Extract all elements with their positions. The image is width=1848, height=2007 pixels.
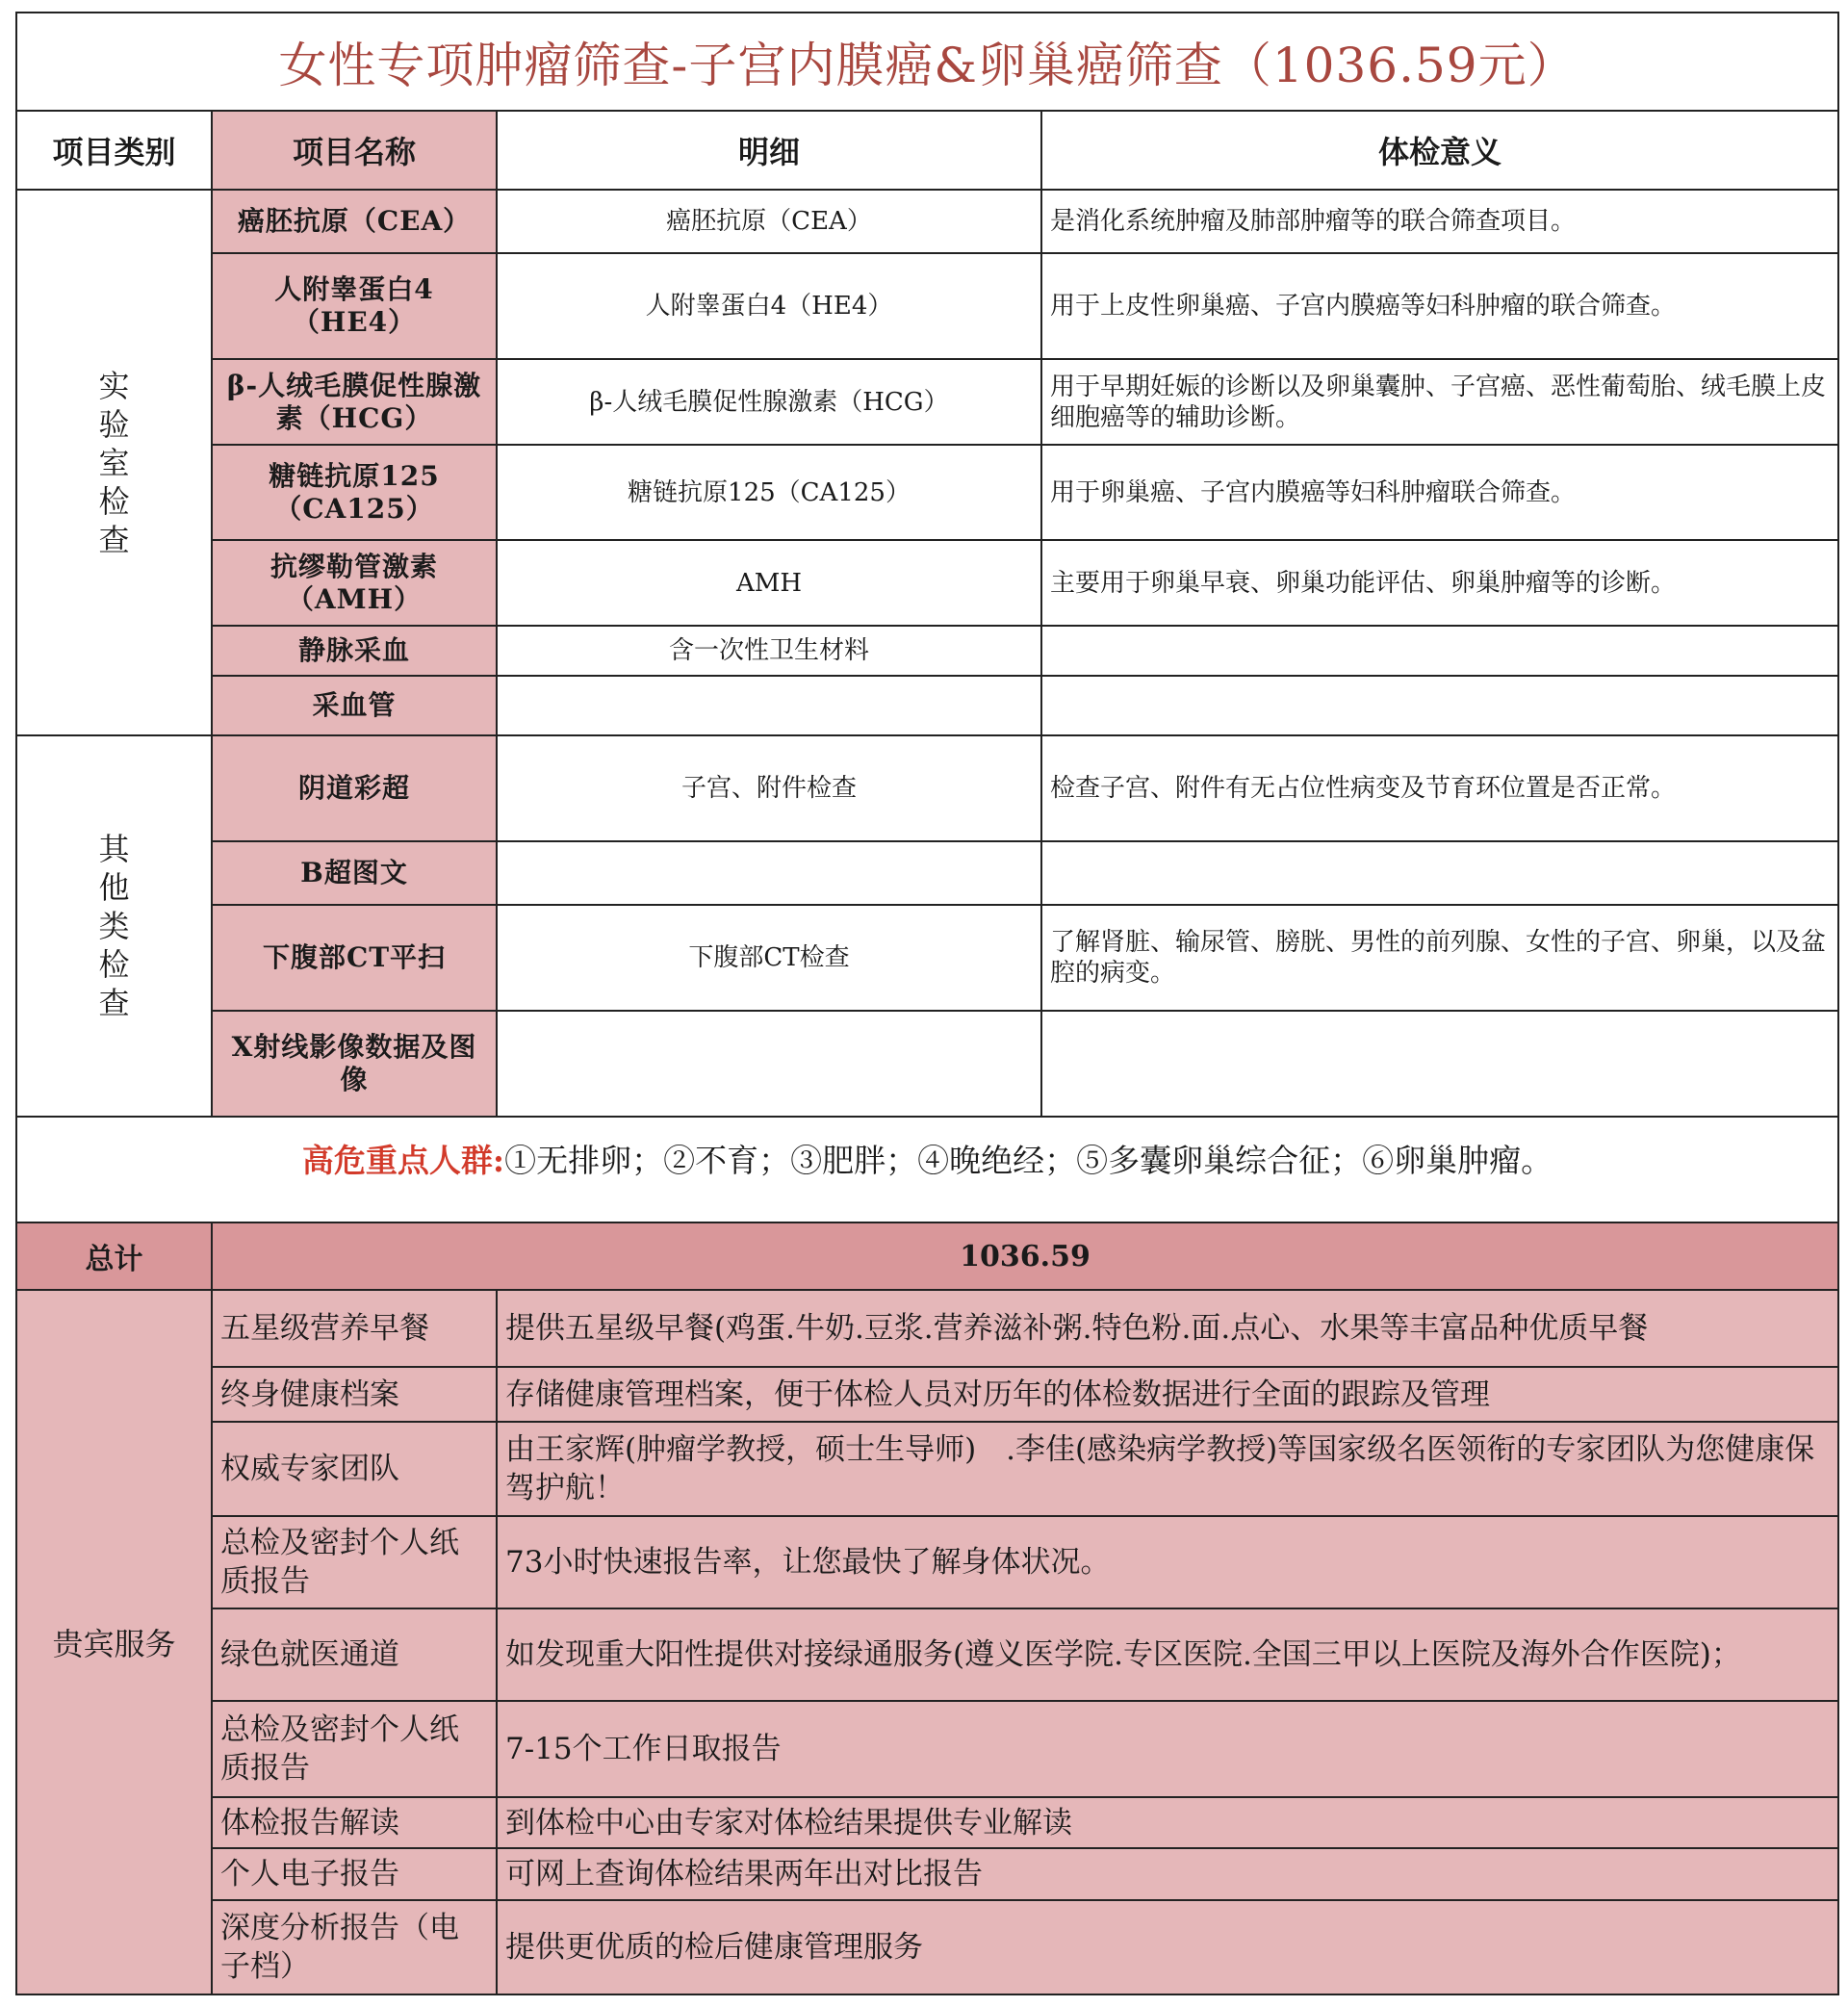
- table-row: [16, 445, 1838, 540]
- service-name: 总检及密封个人纸质报告: [212, 1516, 497, 1608]
- service-desc: 由王家辉(肿瘤学教授，硕士生导师) .李佳(感染病学教授)等国家级名医领衔的专家团队为您健康保驾护航！: [497, 1422, 1838, 1516]
- service-row: [16, 1422, 1838, 1516]
- service-name: 总检及密封个人纸质报告: [212, 1701, 497, 1797]
- header-name: 项目名称: [212, 111, 497, 190]
- item-name: 阴道彩超: [212, 735, 497, 841]
- item-meaning: 主要用于卵巢早衰、卵巢功能评估、卵巢肿瘤等的诊断。: [1041, 540, 1838, 626]
- table-row: [16, 253, 1838, 359]
- service-row: [16, 1797, 1838, 1848]
- item-detail: 人附睾蛋白4（HE4）: [497, 253, 1041, 359]
- page-title: 女性专项肿瘤筛查-子宫内膜癌&卵巢癌筛查（1036.59元）: [16, 13, 1838, 111]
- header-category: 项目类别: [16, 111, 212, 190]
- table-row: [16, 359, 1838, 445]
- risk-row: [16, 1117, 1838, 1222]
- table-row: [16, 626, 1838, 676]
- item-detail: AMH: [497, 540, 1041, 626]
- service-row: [16, 1367, 1838, 1422]
- item-meaning: 用于上皮性卵巢癌、子宫内膜癌等妇科肿瘤的联合筛查。: [1041, 253, 1838, 359]
- service-row: [16, 1290, 1838, 1367]
- total-row: [16, 1222, 1838, 1290]
- item-detail: β-人绒毛膜促性腺激素（HCG）: [497, 359, 1041, 445]
- service-desc: 73小时快速报告率，让您最快了解身体状况。: [497, 1516, 1838, 1608]
- item-detail: 癌胚抗原（CEA）: [497, 190, 1041, 253]
- service-row: [16, 1608, 1838, 1701]
- service-row: [16, 1516, 1838, 1608]
- service-row: [16, 1701, 1838, 1797]
- item-meaning: 用于卵巢癌、子宫内膜癌等妇科肿瘤联合筛查。: [1041, 445, 1838, 540]
- item-name: 糖链抗原125（CA125）: [212, 445, 497, 540]
- service-name: 绿色就医通道: [212, 1608, 497, 1701]
- item-meaning: 是消化系统肿瘤及肺部肿瘤等的联合筛查项目。: [1041, 190, 1838, 253]
- item-detail: [497, 676, 1041, 735]
- item-meaning: 用于早期妊娠的诊断以及卵巢囊肿、子宫癌、恶性葡萄胎、绒毛膜上皮细胞癌等的辅助诊断。: [1041, 359, 1838, 445]
- item-meaning: 检查子宫、附件有无占位性病变及节育环位置是否正常。: [1041, 735, 1838, 841]
- service-desc: 提供更优质的检后健康管理服务: [497, 1900, 1838, 1994]
- table-row: [16, 676, 1838, 735]
- service-desc: 7-15个工作日取报告: [497, 1701, 1838, 1797]
- item-name: B超图文: [212, 841, 497, 905]
- item-detail: 下腹部CT检查: [497, 905, 1041, 1011]
- item-detail: 糖链抗原125（CA125）: [497, 445, 1041, 540]
- service-name: 五星级营养早餐: [212, 1290, 497, 1367]
- item-name: 下腹部CT平扫: [212, 905, 497, 1011]
- service-desc: 可网上查询体检结果两年出对比报告: [497, 1848, 1838, 1900]
- item-name: X射线影像数据及图像: [212, 1011, 497, 1117]
- item-name: 静脉采血: [212, 626, 497, 676]
- service-name: 深度分析报告（电子档）: [212, 1900, 497, 1994]
- item-meaning: [1041, 626, 1838, 676]
- service-row: [16, 1848, 1838, 1900]
- item-detail: 子宫、附件检查: [497, 735, 1041, 841]
- item-name: 采血管: [212, 676, 497, 735]
- screening-sheet: [15, 12, 1837, 1995]
- service-desc: 到体检中心由专家对体检结果提供专业解读: [497, 1797, 1838, 1848]
- category-lab: 实验室检查: [16, 190, 212, 735]
- screening-table: [15, 12, 1839, 1995]
- item-detail: 含一次性卫生材料: [497, 626, 1041, 676]
- item-detail: [497, 1011, 1041, 1117]
- table-row: [16, 841, 1838, 905]
- item-meaning: [1041, 1011, 1838, 1117]
- item-detail: [497, 841, 1041, 905]
- item-name: 抗缪勒管激素（AMH）: [212, 540, 497, 626]
- risk-label: 高危重点人群:: [301, 1141, 505, 1179]
- service-desc: 如发现重大阳性提供对接绿通服务(遵义医学院.专区医院.全国三甲以上医院及海外合作医院)；: [497, 1608, 1838, 1701]
- total-label: 总计: [16, 1222, 212, 1290]
- table-header-row: [16, 111, 1838, 190]
- item-name: 人附睾蛋白4（HE4）: [212, 253, 497, 359]
- header-detail: 明细: [497, 111, 1041, 190]
- item-meaning: [1041, 841, 1838, 905]
- item-name: β-人绒毛膜促性腺激素（HCG）: [212, 359, 497, 445]
- service-name: 体检报告解读: [212, 1797, 497, 1848]
- item-name: 癌胚抗原（CEA）: [212, 190, 497, 253]
- risk-group: [16, 1117, 1838, 1222]
- category-other: 其他类检查: [16, 735, 212, 1117]
- table-row: [16, 905, 1838, 1011]
- table-row: [16, 190, 1838, 253]
- service-row: [16, 1900, 1838, 1994]
- header-meaning: 体检意义: [1041, 111, 1838, 190]
- service-name: 权威专家团队: [212, 1422, 497, 1516]
- service-name: 个人电子报告: [212, 1848, 497, 1900]
- risk-text: ①无排卵；②不育；③肥胖；④晚绝经；⑤多囊卵巢综合征；⑥卵巢肿瘤。: [504, 1141, 1553, 1179]
- total-value: 1036.59: [212, 1222, 1838, 1290]
- service-desc: 提供五星级早餐(鸡蛋.牛奶.豆浆.营养滋补粥.特色粉.面.点心、水果等丰富品种优质早餐: [497, 1290, 1838, 1367]
- table-row: [16, 735, 1838, 841]
- service-name: 终身健康档案: [212, 1367, 497, 1422]
- item-meaning: 了解肾脏、输尿管、膀胱、男性的前列腺、女性的子宫、卵巢，以及盆腔的病变。: [1041, 905, 1838, 1011]
- category-vip-service: 贵宾服务: [16, 1290, 212, 1994]
- service-desc: 存储健康管理档案，便于体检人员对历年的体检数据进行全面的跟踪及管理: [497, 1367, 1838, 1422]
- item-meaning: [1041, 676, 1838, 735]
- table-row: [16, 1011, 1838, 1117]
- table-row: [16, 540, 1838, 626]
